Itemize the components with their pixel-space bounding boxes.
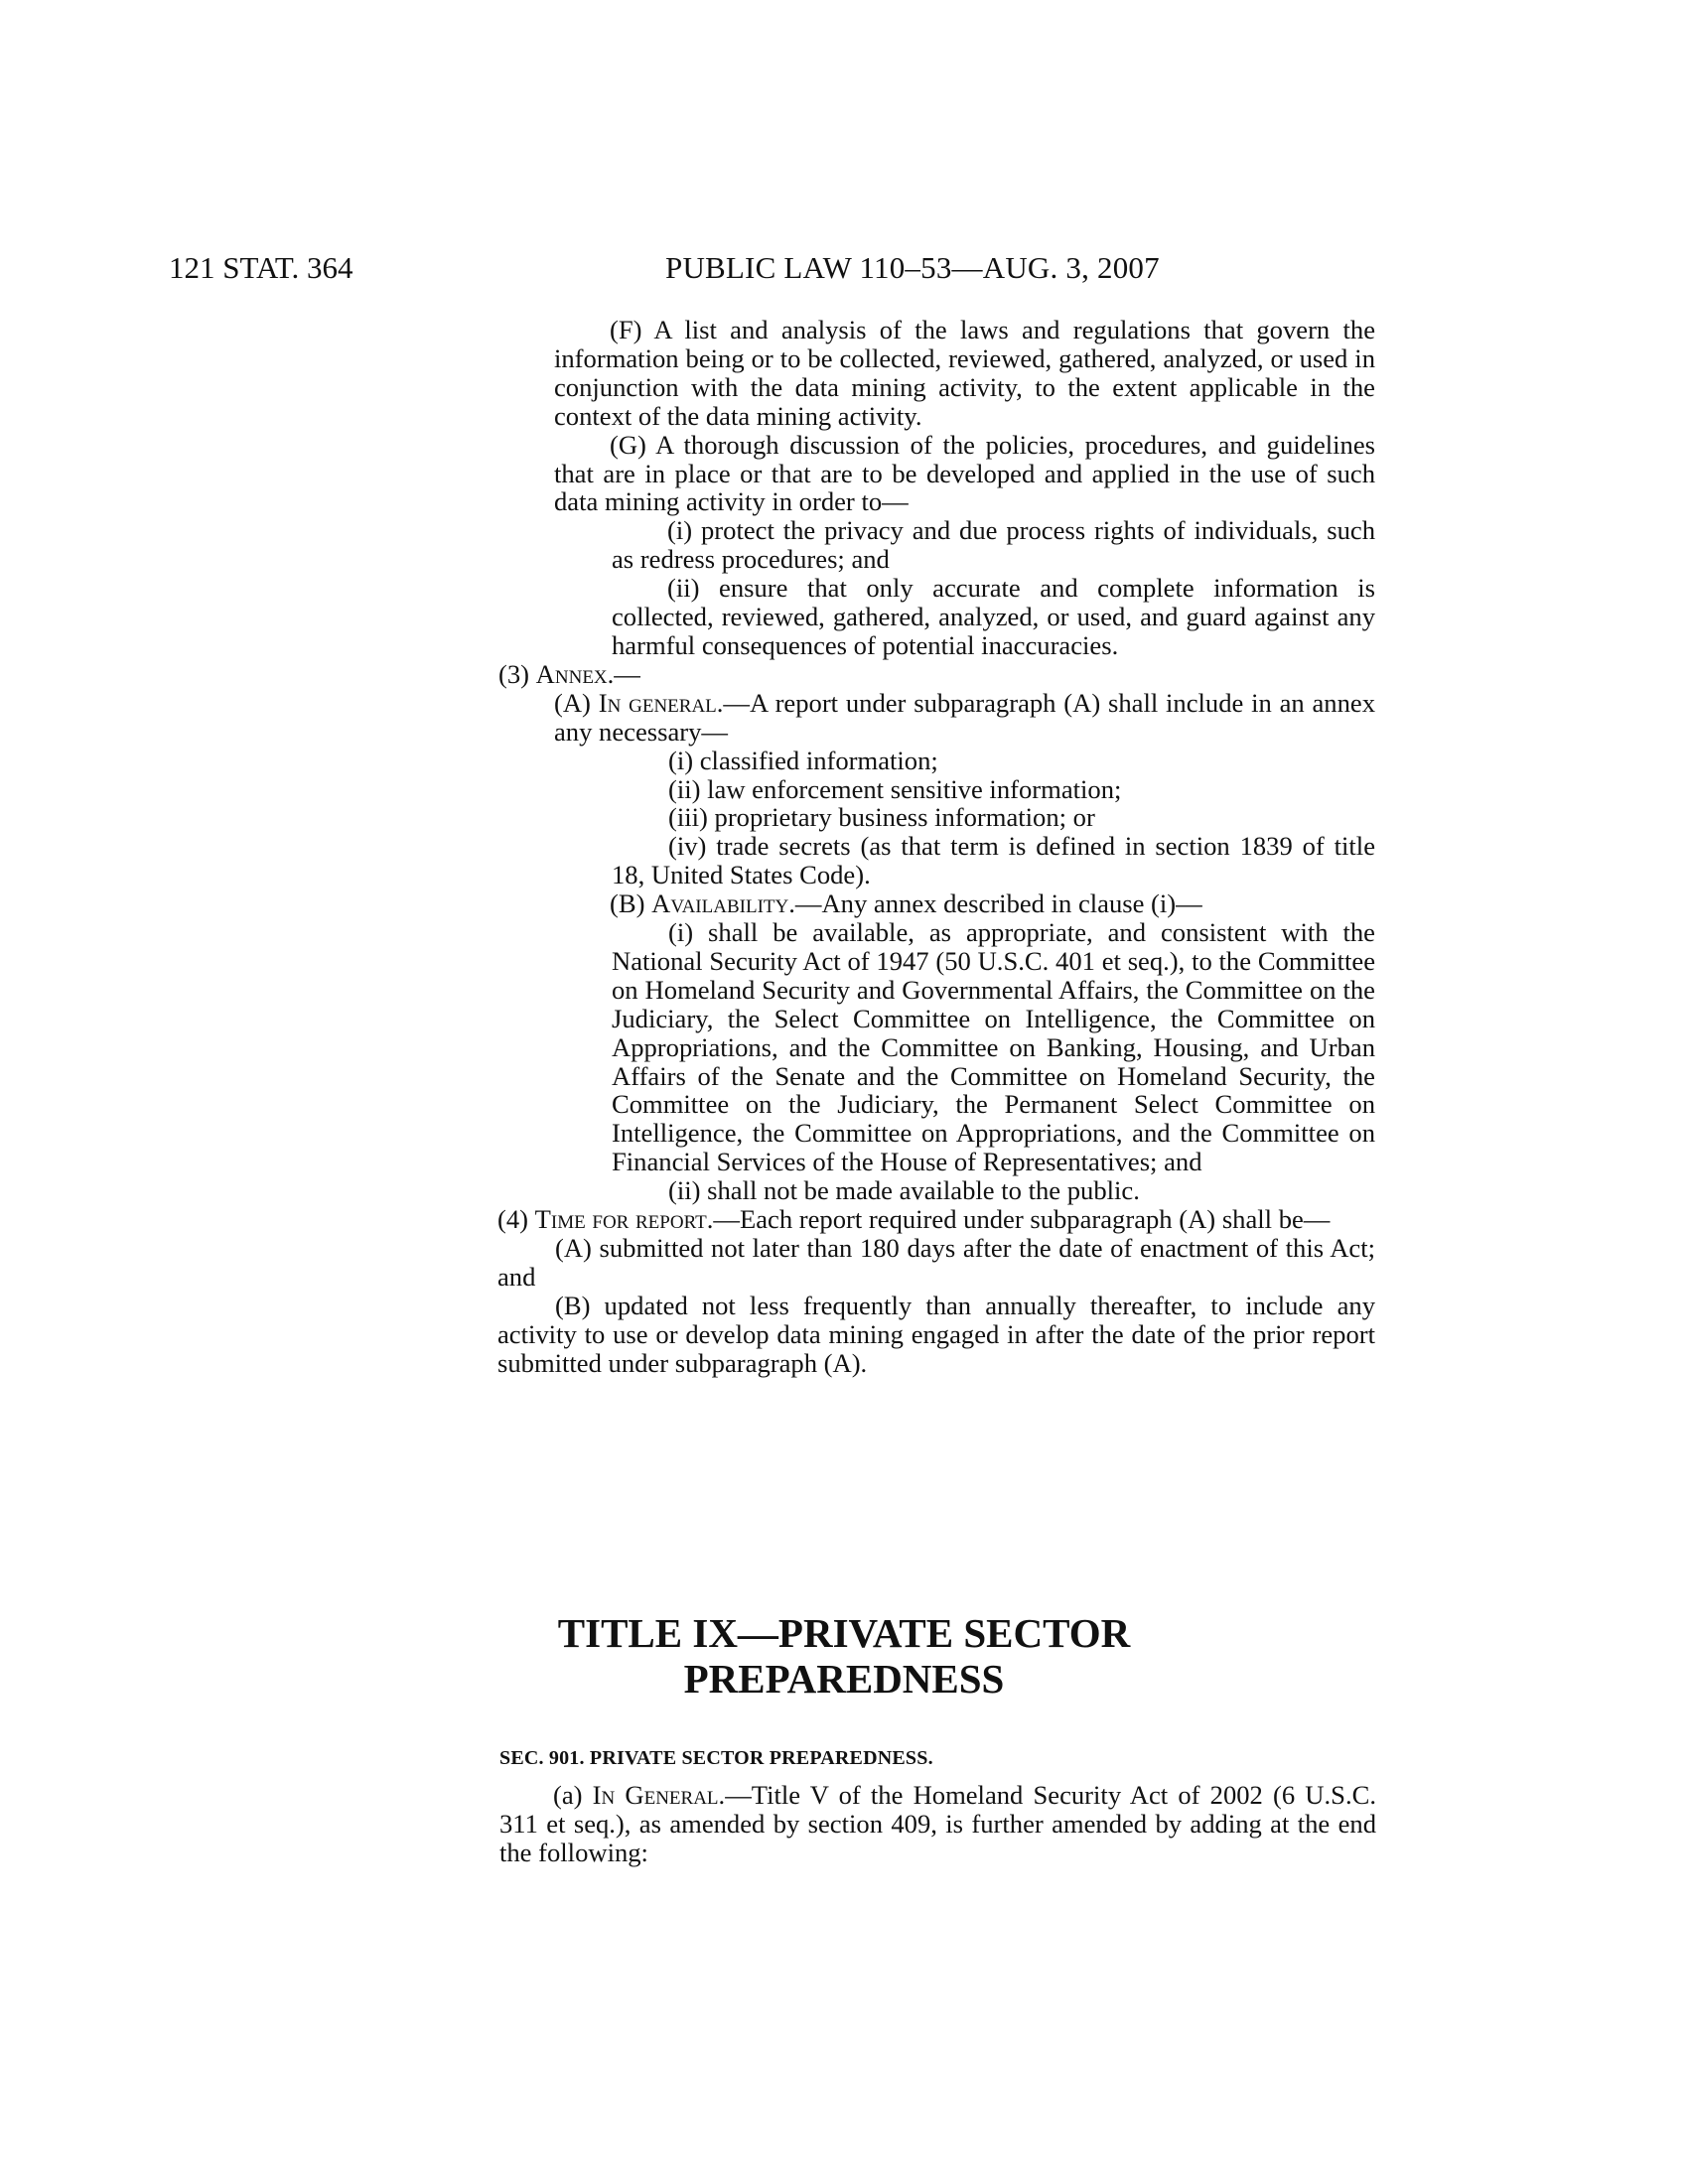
annex-availability-list [612, 918, 1375, 1205]
annex-general-item: (iii) proprietary business information; or [668, 802, 1095, 833]
annex-general-label: In general [598, 687, 717, 718]
annex-heading-dash: .— [607, 658, 640, 689]
time-for-report-block [440, 1205, 1375, 1377]
paragraph-f: (F) A list and analysis of the laws and regulations that govern the information being or to be collected, reviewed, gathered, analyzed, or used in conjunction with the data mining activity, to the extent applicable in the context of the data mining activity. [554, 315, 1375, 431]
annex-heading [498, 660, 1375, 689]
annex-general-item: (ii) law enforcement sensitive information; [668, 773, 1122, 804]
time-for-report-item-a: (A) submitted not later than 180 days after the date of enactment of this Act; and [497, 1233, 1375, 1292]
annex-general-item: (iv) trade secrets (as that term is defined in section 1839 of title 18, United States Code). [612, 831, 1375, 890]
time-for-report-heading [440, 1205, 1375, 1234]
section-901-heading: SEC. 901. PRIVATE SECTOR PREPAREDNESS. [499, 1747, 933, 1769]
annex-availability-label: Availability [651, 888, 789, 919]
annex-availability-item-i: (i) shall be available, as appropriate, and consistent with the National Security Act of 1947 (50 U.S.C. 401 et seq.), to the Committee on Homeland Security and Governmental Affairs, the Committee on the Judiciary, the Select Committee on Intelligence, the Committee on Appropriations, and the Committee on Banking, Housing, and Urban Affairs of the Senate and the Committee on Homeland Security, the Committee on the Judiciary, the Permanent Select Committee on Intelligence, the Committee on Appropriations, and the Committee on Financial Services of the House of Representatives; and [612, 917, 1375, 1177]
annex-general [554, 689, 1375, 747]
annex-availability-text: .—Any annex described in clause (i)— [788, 888, 1202, 919]
annex-availability [554, 889, 1375, 918]
title-ix-line-2: PREPAREDNESS [683, 1656, 1005, 1702]
time-for-report-items [497, 1234, 1375, 1378]
annex-general-item: (i) classified information; [668, 745, 938, 775]
subsection-a-num: (a) [553, 1780, 583, 1810]
time-for-report-label: Time for report [534, 1204, 707, 1235]
stat-reference: 121 STAT. 364 [169, 250, 353, 285]
annex-availability-item-ii: (ii) shall not be made available to the public. [668, 1175, 1140, 1206]
annex-general-list [612, 747, 1375, 890]
annex-heading-label: Annex [535, 658, 608, 689]
subsection-a-text: .—Title V of the Homeland Security Act of 2002 (6 U.S.C. 311 et seq.), as amended by section 409, is further amended by adding at the end the following: [499, 1780, 1376, 1867]
title-ix-heading [0, 1610, 1688, 1702]
annex-general-text: .—A report under subparagraph (A) shall include in an annex any necessary— [554, 687, 1375, 747]
annex-heading-num: (3) [498, 658, 530, 689]
time-for-report-num: (4) [497, 1204, 529, 1235]
body-text [497, 315, 1375, 1378]
annex-general-num: (A) [554, 687, 591, 718]
subsection-a-label: In General [592, 1780, 719, 1810]
paragraph-g-item-ii: (ii) ensure that only accurate and complete information is collected, reviewed, gathered, analyzed, or used, and guard against any harmful consequences of potential inaccuracies. [612, 573, 1375, 660]
paragraph-f-block [554, 316, 1375, 516]
running-header [0, 250, 1688, 290]
time-for-report-item-b: (B) updated not less frequently than annually thereafter, to include any activity to use or develop data mining engaged in after the date of the prior report submitted under subparagraph (A). [497, 1290, 1375, 1378]
section-901-body [499, 1781, 1376, 1867]
paragraph-g-intro: (G) A thorough discussion of the policies, procedures, and guidelines that are in place or that are to be developed and applied in the use of such data mining activity in order to— [554, 429, 1375, 517]
annex-availability-num: (B) [610, 888, 645, 919]
paragraph-g-items [612, 516, 1375, 660]
section-901-subsection-a [499, 1781, 1376, 1867]
paragraph-g-item-i: (i) protect the privacy and due process rights of individuals, such as redress procedures; and [612, 515, 1375, 575]
title-ix-line-1: TITLE IX—PRIVATE SECTOR [557, 1610, 1131, 1656]
time-for-report-text: .—Each report required under subparagraph (A) shall be— [706, 1204, 1331, 1235]
law-title: PUBLIC LAW 110–53—AUG. 3, 2007 [665, 250, 1160, 285]
